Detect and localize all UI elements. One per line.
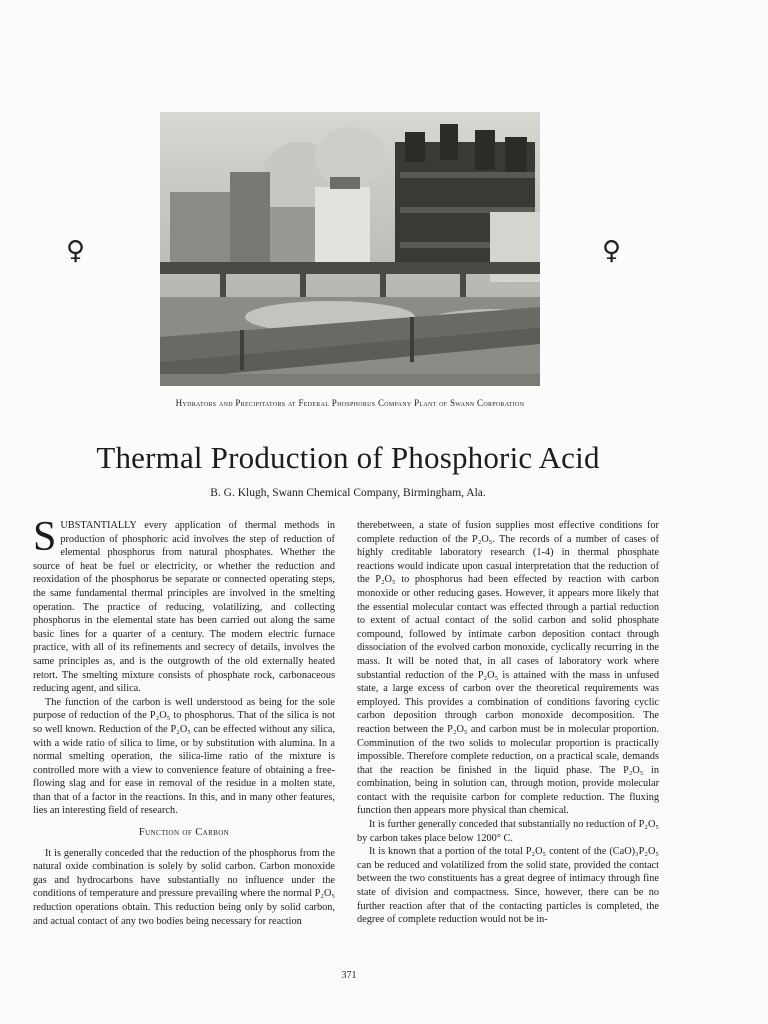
margin-symbol-right: ♀	[602, 236, 622, 266]
paragraph-text: UBSTANTIALLY every application of thermal methods in production of phosphoric acid involves the step of reduction of elemental phosphorus from natural phosphates. Whether the source of heat be fuel or electricity, or whether the reduction and reoxidation of the phosphorus be separate or connected operating steps, the same fundamental thermal principles are involved in the smelting operation. The practice of reducing, volatilizing, and collecting phosphorus in the elemental state has been carried out along the same basic lines for a quarter of a century. The modern electric furnace practice, with all of its refinements and secrecy of details, involves the same principles as, and is the outgrowth of the old externally heated retort. The smelting mixture consists of phosphate rock, carbonaceous reducing agent, and silica.	[33, 520, 335, 695]
plant-photograph	[160, 112, 540, 386]
section-heading: Function of Carbon	[138, 827, 230, 839]
paragraph: It is further generally conceded that substantially no reduction of P₂O₅ by carbon takes place below 1200° C.	[357, 819, 659, 844]
text-column-right	[357, 519, 659, 927]
margin-symbol-left: ♀	[66, 236, 86, 266]
page-number: 371	[341, 970, 357, 981]
article-byline: B. G. Klugh, Swann Chemical Company, Birmingham, Ala.	[210, 487, 486, 499]
paragraph: It is known that a portion of the total P₂O₅ content of the (CaO)₃P₂O₅ can be reduced and volatilized from the solid state, provided the contact between the two constituents has a great degree of intimacy through fine state of division and compactness. Since, however, there can be no further reaction after that of the contacting particles is completed, the degree of complete reduction would not be in-	[357, 846, 659, 926]
paragraph: therebetween, a state of fusion supplies most effective conditions for complete reduction of the P₂O₅. The records of a number of cases of highly creditable laboratory research (1-4) in thermal phosphate reactions would indicate upon casual interpretation that the reduction of the P₂O₅ to phosphorus had been effected by reaction with carbon monoxide or other reducing gases. However, it appears more likely that the essential molecular contact was effected through a partial reduction to extent of actual contact of the solid carbon and solid phosphate compound, followed by intimate carbon deposition contact through dissociation of the evolved carbon monoxide, cyclically recurring in the mass. It will be noted that, in all cases of laboratory work where substantial reduction of the P₂O₅ is attained with the mass in unfused state, a large excess of carbon over the theoretical requirements was employed. This provides a combination of conditions favoring cyclic carbon deposition through carbon monoxide decomposition. The reaction between the P₂O₅ and carbon must be in molecular proportion. Comminution of the two solids to molecular proportion is practically impossible. Therefore complete reduction, on a practical scale, demands that the reaction be finished in the liquid phase. The P₂O₅ in combination, being in solution can, through motion, provide molecular contact with the requisite carbon for complete reduction. The fluxing function then appears more physical than chemical.	[357, 520, 659, 817]
plant-photo-illustration	[160, 112, 540, 386]
paragraph	[33, 514, 335, 696]
text-column-left	[33, 514, 335, 928]
paragraph: The function of the carbon is well understood as being for the sole purpose of reduction of the P₂O₅ to phosphorus. That of the silica is not so well known. Reduction of the P₂O₅ can be effected without any silica, with a wide ratio of silica to lime, or by substitution with alumina. In a normal smelting operation, the silica-lime ratio of the mixture is controlled more with a view to convenience feature of obtaining a free-flowing slag and for ease in removal of the residue in a molten state, than that of a factor in the reactions. In this, and in many other features, lies an interesting field of research.	[33, 696, 335, 817]
photo-caption: Hydrators and Precipitators at Federal Phosphorus Company Plant of Swann Corporation	[175, 398, 525, 408]
article-title: Thermal Production of Phosphoric Acid	[96, 440, 600, 475]
paragraph: It is generally conceded that the reduction of the phosphorus from the natural oxide combination is solely by solid carbon. Carbon monoxide gas and hydrocarbons have substantially no influence under the conditions of temperature and pressure prevailing where the normal P₂O₅ reduction operations obtain. This reduction being only by solid carbon, and actual contact of any two bodies being necessary for reaction	[33, 847, 335, 927]
drop-cap: S	[33, 514, 57, 560]
